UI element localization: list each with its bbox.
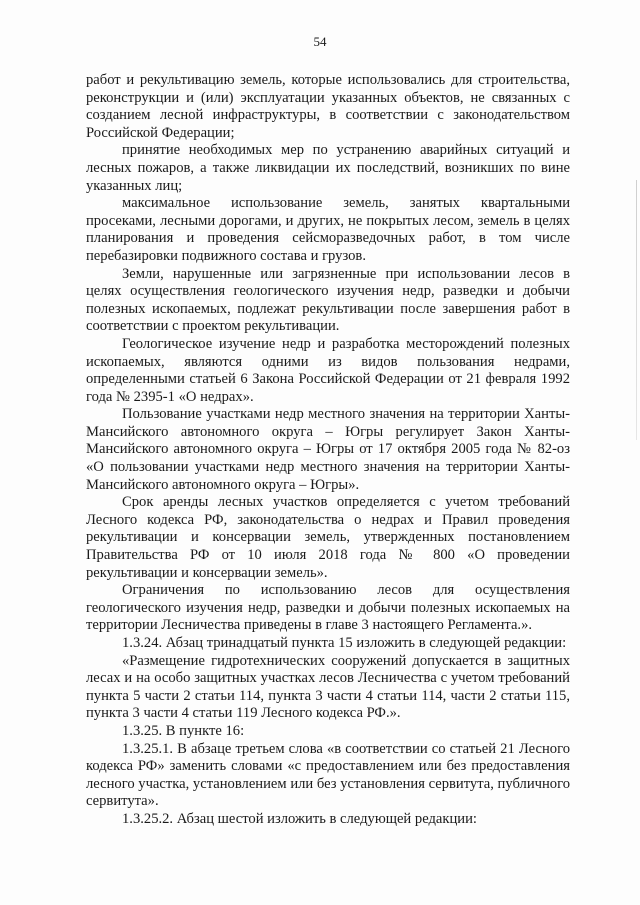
paragraph-13: 1.3.25.2. Абзац шестой изложить в следующей редакции: bbox=[122, 810, 477, 827]
paragraph-7: Срок аренды лесных участков определяется с учетом требований Лесного кодекса РФ, законодательства о недрах и Правил проведения рекультивации и консервации земель, утвержденных постановлением Правительства РФ от 10 июля 2018 года № 800 «О проведении рекультивации и консервации земель». bbox=[86, 494, 570, 581]
paragraph-10: «Размещение гидротехнических сооружений допускается в защитных лесах и на особо защитных участках лесов Лесничества с учетом требований пункта 5 части 2 статьи 114, пункта 3 части 4 статьи 114, части 2 статьи 115, пункта 3 части 4 статьи 119 Лесного кодекса РФ.». bbox=[86, 652, 570, 722]
document-body bbox=[86, 72, 570, 829]
paragraph-4: Земли, нарушенные или загрязненные при использовании лесов в целях осуществления геологического изучения недр, разведки и добычи полезных ископаемых, подлежат рекультивации после завершения работ в соответствии с проектом рекультивации. bbox=[86, 265, 570, 335]
scan-edge-mark bbox=[636, 180, 637, 440]
paragraph-12: 1.3.25.1. В абзаце третьем слова «в соответствии со статьей 21 Лесного кодекса РФ» заменить словами «с предоставлением или без предоставления лесного участка, установлением или без установления сервитута, публичного сервитута». bbox=[86, 740, 570, 810]
paragraph-5: Геологическое изучение недр и разработка месторождений полезных ископаемых, являются одними из видов пользования недрами, определенными статьей 6 Закона Российской Федерации от 21 февраля 1992 года № 2395-1 «О недрах». bbox=[86, 335, 570, 405]
paragraph-9: 1.3.24. Абзац тринадцатый пункта 15 изложить в следующей редакции: bbox=[122, 635, 567, 651]
paragraph-3: максимальное использование земель, занятых квартальными просеками, лесными дорогами, и других, не покрытых лесом, земель в целях планирования и проведения сейсморазведочных работ, в том числе перебазировки подвижного состава и грузов. bbox=[86, 195, 570, 264]
paragraph-11: 1.3.25. В пункте 16: bbox=[122, 722, 245, 739]
paragraph-6: Пользование участками недр местного значения на территории Ханты-Мансийского автономного округа – Югры регулирует Закон Ханты-Мансийского автономного округа – Югры от 17 октября 2005 года № 82-оз «О пользовании участками недр местного значения на территории Ханты-Мансийского автономного округа – Югры». bbox=[86, 406, 570, 493]
page-number: 54 bbox=[313, 34, 327, 49]
paragraph-1: работ и рекультивацию земель, которые использовались для строительства, реконструкции и (или) эксплуатации указанных объектов, не связанных с созданием лесной инфраструктуры, в соответствии с законодательством Российской Федерации; bbox=[86, 72, 570, 141]
paragraph-8: Ограничения по использованию лесов для осуществления геологического изучения недр, разведки и добычи полезных ископаемых на территории Лесничества приведены в главе 3 настоящего Регламента.». bbox=[86, 582, 570, 634]
paragraph-2: принятие необходимых мер по устранению аварийных ситуаций и лесных пожаров, а также ликвидации их последствий, возникших по вине указанных лиц; bbox=[86, 142, 570, 194]
